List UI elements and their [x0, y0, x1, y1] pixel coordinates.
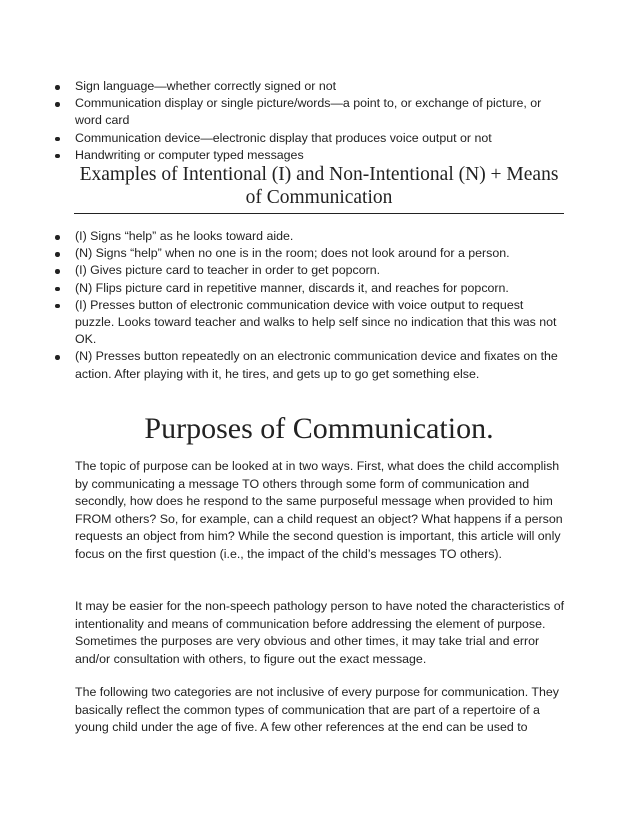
list-item-text: Communication device—electronic display that produces voice output or not — [75, 130, 492, 145]
list-item — [52, 95, 564, 129]
list-item — [52, 78, 564, 95]
examples-list — [52, 228, 564, 383]
list-item-text: Handwriting or computer typed messages — [75, 147, 304, 162]
bullet-icon — [55, 102, 60, 107]
list-item — [52, 130, 564, 147]
paragraph: The following two categories are not inclusive of every purpose for communication. They basically reflect the common types of communication that are part of a repertoire of a young child under the age of five. A few other references at the end can be used to — [75, 685, 559, 734]
list-item-text: (I) Signs “help” as he looks toward aide. — [75, 229, 294, 243]
heading-underline — [74, 213, 564, 214]
purposes-heading: Purposes of Communication. — [144, 412, 494, 445]
bullet-icon — [55, 287, 60, 292]
bullet-icon — [55, 304, 60, 309]
list-item-text: Sign language—whether correctly signed or not — [75, 79, 337, 93]
bullet-icon — [55, 137, 60, 142]
list-item — [52, 262, 564, 279]
list-item-text: (I) Gives picture card to teacher in order to get popcorn. — [75, 263, 381, 278]
bullet-icon — [55, 355, 60, 360]
list-item — [52, 297, 564, 349]
list-item-text: (N) Flips picture card in repetitive manner, discards it, and reaches for popcorn. — [75, 280, 509, 295]
list-item-text: (I) Presses button of electronic communication device with voice output to request puzzle. Looks toward teacher and walks to help self since no indication that this was not OK. — [75, 297, 557, 347]
bullet-icon — [55, 235, 60, 240]
list-item — [52, 228, 564, 245]
list-item-text: Communication display or single picture/words—a point to, or exchange of picture, or word card — [75, 96, 542, 128]
list-item-text: (N) Signs “help” when no one is in the room; does not look around for a person. — [75, 246, 510, 261]
bullet-icon — [55, 154, 60, 159]
examples-heading: Examples of Intentional (I) and Non-Intentional (N) + Means of Communication — [79, 164, 559, 208]
paragraph: The topic of purpose can be looked at in two ways. First, what does the child accomplish by communicating a message TO others through some form of communication and secondly, how does he respond to the same purposeful message when provided to him FROM others? So, for example, can a child request an object? What happens if a person requests an object from him? While the second question is important, this article will only focus on the first question (i.e., the impact of the child’s messages TO others). — [75, 459, 563, 561]
paragraph: It may be easier for the non-speech pathology person to have noted the characteristics of intentionality and means of communication before addressing the element of purpose. Sometimes the purposes are very obvious and other times, it may take trial and error and/or consultation with others, to figure out the exact message. — [75, 599, 565, 666]
list-item — [52, 280, 564, 297]
bullet-icon — [55, 269, 60, 274]
means-of-communication-list — [52, 78, 564, 164]
list-item — [52, 348, 564, 382]
list-item — [52, 245, 564, 262]
list-item-text: (N) Presses button repeatedly on an electronic communication device and fixates on the action. After playing with it, he tires, and gets up to go get something else. — [75, 349, 558, 381]
list-item — [52, 147, 564, 164]
bullet-icon — [55, 252, 60, 257]
bullet-icon — [55, 85, 60, 90]
